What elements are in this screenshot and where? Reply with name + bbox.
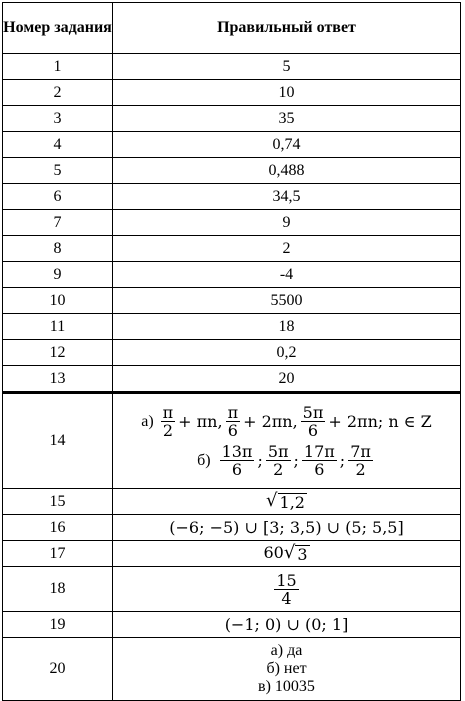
numerator: 15 <box>276 570 297 590</box>
table-row <box>3 210 461 236</box>
table-row-17 <box>3 541 461 567</box>
fraction <box>301 404 326 439</box>
table-row-19 <box>3 612 461 638</box>
radical-sign: √ <box>283 542 296 563</box>
table-row <box>3 80 461 106</box>
answer-cell: 0,2 <box>113 340 461 366</box>
fraction <box>161 404 176 439</box>
numerator: 5π <box>267 442 289 461</box>
numerator: π <box>227 403 239 422</box>
answer-cell: 35 <box>113 106 461 132</box>
task-number: 19 <box>3 612 113 638</box>
task-number: 15 <box>3 489 113 515</box>
answer-cell: (−1; 0) ∪ (0; 1] <box>113 612 461 638</box>
numerator: 13π <box>221 442 253 461</box>
answer-cell: 5500 <box>113 288 461 314</box>
denominator: 6 <box>307 421 319 440</box>
answer-cell <box>113 393 461 489</box>
sqrt-expression <box>266 491 307 512</box>
task-number: 1 <box>3 54 113 80</box>
task-number: 10 <box>3 288 113 314</box>
answer-cell <box>113 541 461 567</box>
term-suffix: + πn, <box>178 411 223 431</box>
task-number: 2 <box>3 80 113 106</box>
term-suffix: ; <box>339 450 346 470</box>
header-row <box>3 3 461 54</box>
answer-cell: 9 <box>113 210 461 236</box>
denominator: 6 <box>314 460 325 479</box>
answer-cell <box>113 638 461 701</box>
answer-cell: (−6; −5) ∪ [3; 3,5) ∪ (5; 5,5] <box>113 515 461 541</box>
answer-line: в) 10035 <box>258 678 315 695</box>
task-number: 17 <box>3 541 113 567</box>
part-label: а) <box>141 412 154 430</box>
term-suffix: + 2πn, <box>243 411 298 431</box>
table-row-18 <box>3 567 461 612</box>
table-row <box>3 340 461 366</box>
table-row <box>3 54 461 80</box>
numerator: 5π <box>302 403 324 422</box>
task-number: 12 <box>3 340 113 366</box>
fraction <box>220 443 255 478</box>
fraction <box>302 443 337 478</box>
numerator: 17π <box>303 442 335 461</box>
answer-cell <box>113 489 461 515</box>
task-number: 16 <box>3 515 113 541</box>
denominator: 6 <box>227 421 238 440</box>
answer-cell <box>113 567 461 612</box>
table-row <box>3 106 461 132</box>
numerator: π <box>162 403 174 422</box>
denominator: 6 <box>231 460 243 479</box>
table-row <box>3 288 461 314</box>
answer-cell: 20 <box>113 366 461 393</box>
fraction <box>348 443 373 478</box>
task-number: 4 <box>3 132 113 158</box>
table-row-14 <box>3 393 461 489</box>
task-number: 8 <box>3 236 113 262</box>
answer-cell: 5 <box>113 54 461 80</box>
table-row-20 <box>3 638 461 701</box>
term-suffix: + 2πn; n ∈ Z <box>328 411 432 431</box>
header-task-number: Номер задания <box>3 3 113 54</box>
task-number: 20 <box>3 638 113 701</box>
fraction <box>226 404 241 439</box>
table-row <box>3 366 461 393</box>
table-row <box>3 314 461 340</box>
radicand: 1,2 <box>279 493 305 512</box>
answer-cell: 10 <box>113 80 461 106</box>
term-suffix: ; <box>293 450 299 470</box>
denominator: 2 <box>273 460 284 479</box>
coefficient: 60 <box>263 543 284 562</box>
task-number: 6 <box>3 184 113 210</box>
sqrt-expression <box>284 543 310 564</box>
table-row <box>3 262 461 288</box>
denominator: 2 <box>355 460 366 479</box>
table-row-16 <box>3 515 461 541</box>
table-row <box>3 158 461 184</box>
part-label: б) <box>197 451 211 469</box>
table-row <box>3 132 461 158</box>
table-row <box>3 184 461 210</box>
task-number: 7 <box>3 210 113 236</box>
task-number: 13 <box>3 366 113 393</box>
denominator: 4 <box>281 588 292 608</box>
simple-rows <box>3 54 461 393</box>
answer-cell: 34,5 <box>113 184 461 210</box>
answer-14-part-a <box>113 404 460 439</box>
answer-14-part-b <box>113 443 460 478</box>
answer-cell: 0,488 <box>113 158 461 184</box>
fraction <box>266 443 291 478</box>
task-number: 3 <box>3 106 113 132</box>
header-correct-answer: Правильный ответ <box>113 3 461 54</box>
task-number: 5 <box>3 158 113 184</box>
task-number: 14 <box>3 393 113 489</box>
term-suffix: ; <box>257 450 263 470</box>
task-number: 18 <box>3 567 113 612</box>
numerator: 7π <box>350 442 371 461</box>
answers-table <box>2 2 461 701</box>
task-number: 9 <box>3 262 113 288</box>
answer-cell: 2 <box>113 236 461 262</box>
answer-cell: 0,74 <box>113 132 461 158</box>
denominator: 2 <box>162 421 173 440</box>
answer-cell: -4 <box>113 262 461 288</box>
radicand: 3 <box>297 545 308 564</box>
task-number: 11 <box>3 314 113 340</box>
fraction <box>274 572 298 607</box>
table-row <box>3 236 461 262</box>
radical-sign: √ <box>266 490 278 511</box>
answer-cell: 18 <box>113 314 461 340</box>
answer-line: а) да <box>270 642 303 659</box>
answer-line: б) нет <box>266 660 307 677</box>
table-row-15 <box>3 489 461 515</box>
